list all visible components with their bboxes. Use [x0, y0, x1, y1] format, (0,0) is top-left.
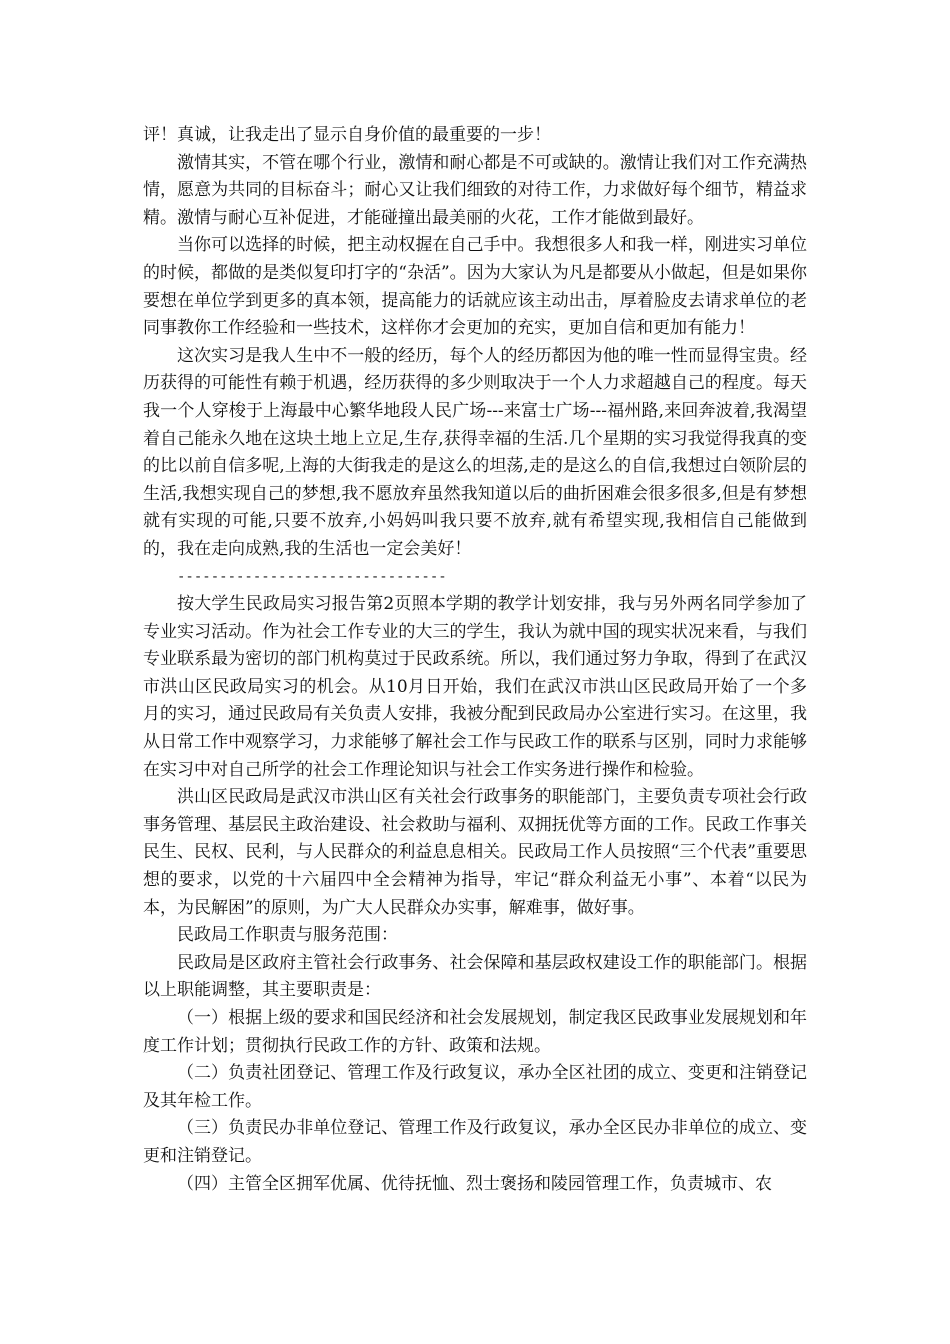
paragraph-passion: 激情其实，不管在哪个行业，激情和耐心都是不可或缺的。激情让我们对工作充满热情，愿意为共同的目标奋斗；耐心又让我们细致的对待工作，力求做好每个细节，精益求精。激情与耐心互补促进，才能碰撞出最美丽的火花，工作才能做到最好。: [143, 152, 807, 228]
document-page: [143, 122, 807, 1198]
paragraph-duties-intro: 民政局是区政府主管社会行政事务、社会保障和基层政权建设工作的职能部门。根据以上职能调整，其主要职责是：: [143, 952, 807, 1001]
duty-item-4: （四）主管全区拥军优属、优待抚恤、烈士褒扬和陵园管理工作，负责城市、农: [177, 1173, 772, 1194]
duty-item-1: （一）根据上级的要求和国民经济和社会发展规划，制定我区民政事业发展规划和年度工作计划；贯彻执行民政工作的方针、政策和法规。: [143, 1008, 807, 1056]
duty-item-3: （三）负责民办非单位登记、管理工作及行政复议，承办全区民办非单位的成立、变更和注销登记。: [143, 1118, 807, 1166]
paragraph-bureau-description: 洪山区民政局是武汉市洪山区有关社会行政事务的职能部门，主要负责专项社会行政事务管理、基层民主政治建设、社会救助与福利、双拥抚优等方面的工作。民政工作事关民生、民权、民利，与人民群众的利益息息相关。民政局工作人员按照“三个代表”重要思想的要求，以党的十六届四中全会精神为指导，牢记“群众利益无小事”、本着“以民为本，为民解困”的原则，为广大人民群众办实事，解难事，做好事。: [143, 787, 807, 918]
paragraph-continuation: 评！真诚，让我走出了显示自身价值的最重要的一步！: [143, 125, 551, 145]
paragraph-internship-intro: 按大学生民政局实习报告第2页照本学期的教学计划安排，我与另外两名同学参加了专业实习活动。作为社会工作专业的大三的学生，我认为就中国的现实状况来看，与我们专业联系最为密切的部门机构莫过于民政系统。所以，我们通过努力争取，得到了在武汉市洪山区民政局实习的机会。从10月日开始，我们在武汉市洪山区民政局开始了一个多月的实习，通过民政局有关负责人安排，我被分配到民政局办公室进行实习。在这里，我从日常工作中观察学习，力求能够了解社会工作与民政工作的联系与区别，同时力求能够在实习中对自己所学的社会工作理论知识与社会工作实务进行操作和检验。: [143, 594, 807, 780]
duty-item-2: （二）负责社团登记、管理工作及行政复议，承办全区社团的成立、变更和注销登记及其年检工作。: [143, 1063, 807, 1111]
paragraph-duties-heading: 民政局工作职责与服务范围：: [177, 925, 398, 946]
dashed-divider: --------------------------------: [177, 568, 447, 585]
paragraph-experience: 这次实习是我人生中不一般的经历，每个人的经历都因为他的唯一性而显得宝贵。经历获得的可能性有赖于机遇，经历获得的多少则取决于一个人力求超越自己的程度。每天我一个人穿梭于上海最中心繁华地段人民广场---来富士广场---福州路,来回奔波着,我渴望着自己能永久地在这块土地上立足,生存,获得幸福的生活.几个星期的实习我觉得我真的变的比以前自信多呢,上海的大街我走的是这么的坦荡,走的是这么的自信,我想过白领阶层的生活,我想实现自己的梦想,我不愿放弃虽然我知道以后的曲折困难会很多很多,但是有梦想就有实现的可能,只要不放弃,小妈妈叫我只要不放弃,就有希望实现,我相信自己能做到的，我在走向成熟,我的生活也一定会美好！: [143, 345, 807, 559]
paragraph-initiative: 当你可以选择的时候，把主动权握在自己手中。我想很多人和我一样，刚进实习单位的时候，都做的是类似复印打字的“杂活”。因为大家认为凡是都要从小做起，但是如果你要想在单位学到更多的真本领，提高能力的话就应该主动出击，厚着脸皮去请求单位的老同事教你工作经验和一些技术，这样你才会更加的充实，更加自信和更加有能力！: [143, 235, 807, 339]
